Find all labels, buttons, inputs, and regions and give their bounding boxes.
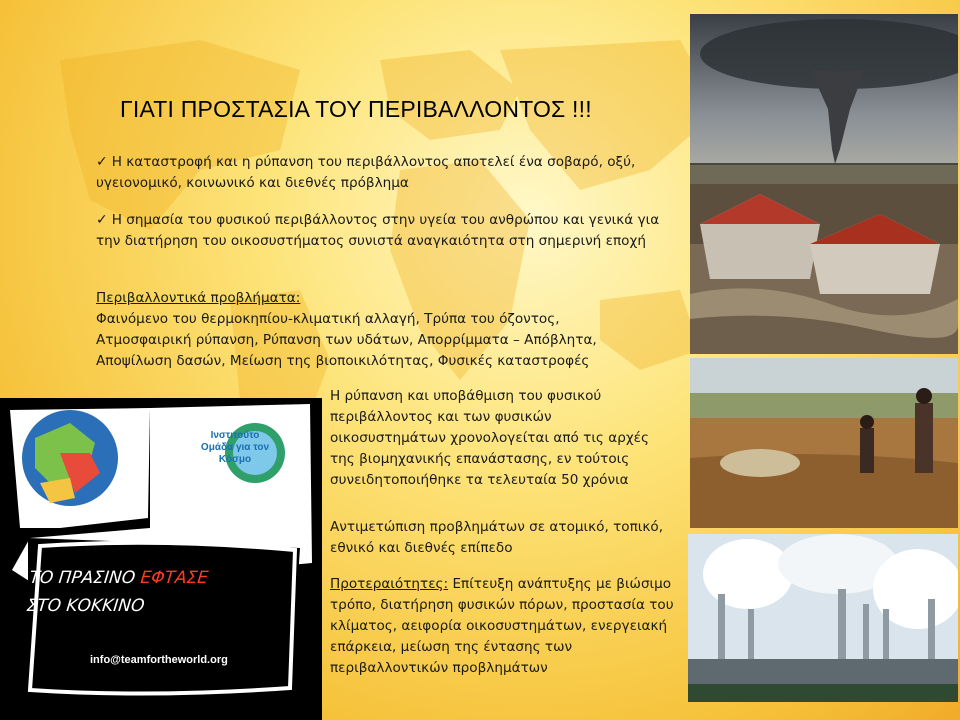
institute-badge: Ινστιτούτο Ομάδα για τον Κόσμο bbox=[200, 430, 270, 465]
response-levels-text: Αντιμετώπιση προβλημάτων σε ατομικό, τοπικό, εθνικό και διεθνές επίπεδο bbox=[330, 519, 664, 556]
bullet-pollution-problem: ✓ Η καταστροφή και η ρύπανση του περιβάλλοντος αποτελεί ένα σοβαρό, οξύ, υγειονομικό, κοινωνικό και διεθνές πρόβλημα bbox=[96, 154, 636, 191]
priorities-block bbox=[330, 574, 690, 679]
campaign-poster bbox=[0, 398, 322, 720]
pollution-history-text: Η ρύπανση και υποβάθμιση του φυσικού περιβάλλοντος και των φυσικών οικοσυστημάτων χρονολογείται από τις αρχές της βιομηχανικής επανάστασης, εν τούτοις συνειδητοποιήθηκε τα τελευταία 50 χρόνια bbox=[330, 388, 649, 488]
slogan-green: ΤΟ ΠΡΑΣΙΝΟ bbox=[28, 568, 137, 588]
checkmark-icon: ✓ bbox=[96, 154, 108, 170]
flood-disaster-photo bbox=[690, 184, 958, 354]
slogan-line2: ΣΤΟ ΚΟΚΚΙΝΟ bbox=[25, 596, 146, 616]
page-title: ΓΙΑΤΙ ΠΡΟΣΤΑΣΙΑ ΤΟΥ ΠΕΡΙΒΑΛΛΟΝΤΟΣ !!! bbox=[120, 96, 592, 122]
priorities-heading: Προτεραιότητες: bbox=[330, 576, 449, 592]
poster-graphics bbox=[0, 398, 322, 720]
tornado-photo bbox=[690, 14, 958, 184]
problems-heading: Περιβαλλοντικά προβλήματα: bbox=[96, 290, 301, 306]
slogan-red: ΕΦΤΑΣΕ bbox=[139, 568, 210, 588]
factory-pollution-photo bbox=[688, 534, 958, 702]
problems-list: Φαινόμενο του θερμοκηπίου-κλιματική αλλαγή, Τρύπα του όζοντος, Ατμοσφαιρική ρύπανση, Ρύπανση των υδάτων, Απορρίμματα – Απόβλητα, Αποψίλωση δασών, Μείωση της βιοποικιλότητας, Φυσικές καταστροφές bbox=[96, 311, 597, 369]
poster-email: info@teamfortheworld.org bbox=[90, 654, 228, 666]
checkmark-icon: ✓ bbox=[96, 212, 108, 228]
priorities-text: Επίτευξη ανάπτυξης με βιώσιμο τρόπο, διατήρηση φυσικών πόρων, προστασία του κλίματος, αειφορία οικοσυστημάτων, ενεργειακή επάρκεια, μείωση της έντασης των περιβαλλοντικών προβλημάτων bbox=[330, 576, 674, 676]
environmental-problems-block bbox=[96, 288, 656, 372]
drought-photo bbox=[690, 358, 958, 528]
bullet-environment-importance: ✓ Η σημασία του φυσικού περιβάλλοντος στην υγεία του ανθρώπου και γενικά για την διατήρηση του οικοσυστήματος συνιστά αναγκαιότητα στη σημερινή εποχή bbox=[96, 212, 660, 249]
poster-slogan bbox=[25, 564, 210, 620]
